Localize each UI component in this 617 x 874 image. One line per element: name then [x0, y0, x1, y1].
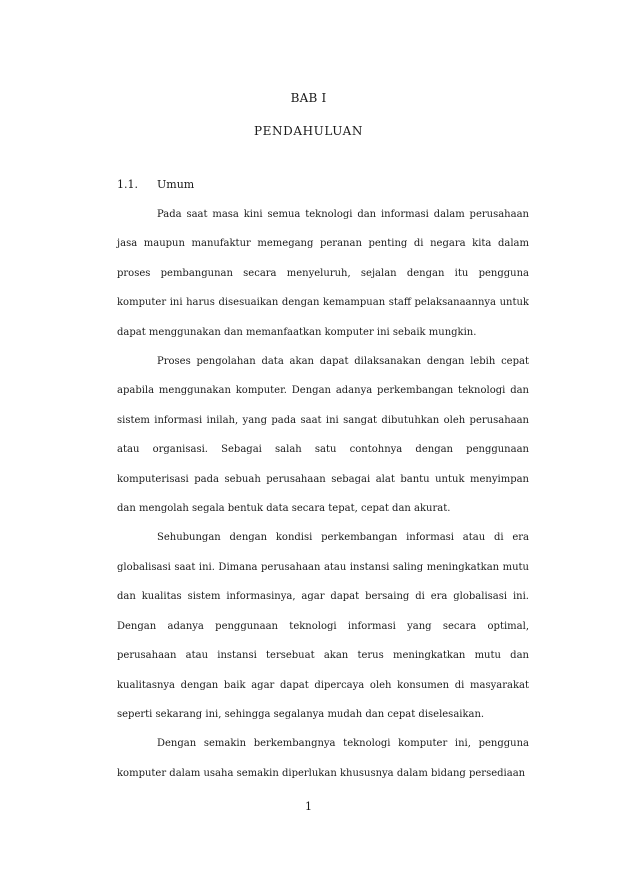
body-text: [117, 200, 529, 788]
paragraph: Proses pengolahan data akan dapat dilaksanakan dengan lebih cepat apabila menggunakan komputer. Dengan adanya perkembangan teknologi dan sistem informasi inilah, yang pada saat ini sangat dibutuhkan oleh perusahaan atau organisasi. Sebagai salah satu contohnya dengan penggunaan komputerisasi pada sebuah perusahaan sebagai alat bantu untuk menyimpan dan mengolah segala bentuk data secara tepat, cepat dan akurat.: [117, 356, 529, 515]
section-title: Umum: [157, 178, 195, 191]
paragraph: Pada saat masa kini semua teknologi dan informasi dalam perusahaan jasa maupun manufaktur memegang peranan penting di negara kita dalam proses pembangunan secara menyeluruh, sejalan dengan itu pengguna komputer ini harus disesuaikan dengan kemampuan staff pelaksanaannya untuk dapat menggunakan dan memanfaatkan komputer ini sebaik mungkin.: [117, 209, 529, 338]
page-number: 1: [305, 800, 312, 813]
chapter-number: BAB I: [290, 91, 327, 105]
chapter-title: PENDAHULUAN: [253, 124, 364, 138]
section-number: 1.1.: [117, 178, 138, 191]
paragraph: Sehubungan dengan kondisi perkembangan informasi atau di era globalisasi saat ini. Dimana perusahaan atau instansi saling meningkatkan mutu dan kualitas sistem informasinya, agar dapat bersaing di era globalisasi ini. Dengan adanya penggunaan teknologi informasi yang secara optimal, perusahaan atau instansi tersebuat akan terus meningkatkan mutu dan kualitasnya dengan baik agar dapat dipercaya oleh konsumen di masyarakat seperti sekarang ini, sehingga segalanya mudah dan cepat diselesaikan.: [117, 532, 529, 720]
paragraph: Dengan semakin berkembangnya teknologi komputer ini, pengguna komputer dalam usaha semakin diperlukan khususnya dalam bidang persediaan: [117, 738, 529, 779]
